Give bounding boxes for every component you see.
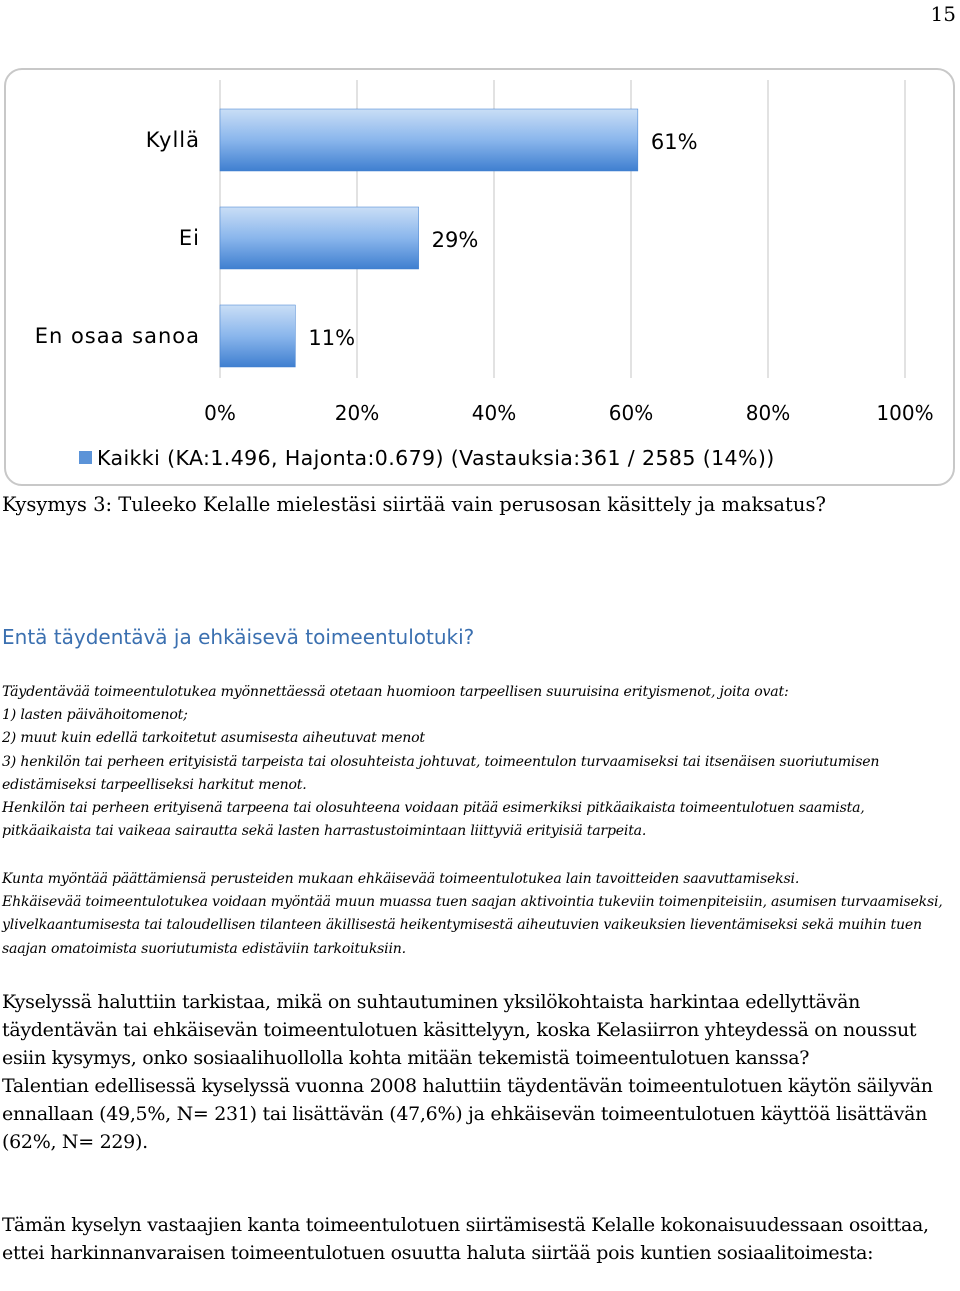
- page-number: 15: [930, 2, 956, 26]
- definition-block: [2, 681, 956, 843]
- survey-paragraph-2: Talentian edellisessä kyselyssä vuonna 2008 haluttiin täydentävän toimeentulotuen käytön säilyvän ennallaan (49,5%, N= 231) tai lisättävän (47,6%) ja ehkäisevän toimeentulotuen käyttöä lisättävän (62%, N= 229).: [2, 1075, 933, 1153]
- x-tick-label: 80%: [745, 401, 791, 425]
- data-label: 61%: [650, 130, 698, 154]
- definition-extra: Henkilön tai perheen erityisenä tarpeena tai olosuhteena voidaan pitää esimerkiksi pitkäaikaista toimeentulotuen saamista, pitkäaikaista tai vaikeaa sairautta sekä lasten harrastustoimintaan liittyviä erityisiä tarpeita.: [2, 800, 865, 840]
- data-label: 29%: [431, 228, 479, 252]
- survey-paragraph-1: Kyselyssä haluttiin tarkistaa, mikä on suhtautuminen yksilökohtaista harkintaa edellyttävän täydentävän tai ehkäisevän toimeentulotuen käsittelyyn, koska Kelasiirron yhteydessä on noussut esiin kysymys, onko sosiaalihuollolla kohta mitään tekemistä toimeentulotuen kanssa?: [2, 991, 917, 1069]
- definition-item-1: 1) lasten päivähoitomenot;: [2, 707, 188, 724]
- chart-frame: [4, 68, 955, 486]
- bar: [220, 109, 638, 171]
- x-tick-label: 100%: [876, 401, 934, 425]
- bar: [220, 207, 419, 269]
- preventive-line-1: Kunta myöntää päättämiensä perusteiden mukaan ehkäisevää toimeentulotukea lain tavoitteiden saavuttamiseksi.: [2, 871, 800, 887]
- closing-block: [2, 1211, 956, 1267]
- preventive-line-2: Ehkäisevää toimeentulotukea voidaan myöntää muun muassa tuen saajan aktivointia tukeviin toimenpiteisiin, asumisen turvaamiseksi, ylivelkaantumisesta tai taloudellisen tilanteen äkillisestä heikentymisestä aiheutuvien vaikeuksien lieventämiseksi sekä muihin tuen saajan omatoimista suoriutumista edistäviin tarkoituksiin.: [2, 894, 943, 957]
- section-heading: Entä täydentävä ja ehkäisevä toimeentulotuki?: [2, 625, 475, 649]
- x-tick-label: 20%: [334, 401, 380, 425]
- category-label: En osaa sanoa: [34, 324, 200, 348]
- x-tick-label: 60%: [608, 401, 654, 425]
- preventive-block: [2, 868, 956, 961]
- question-text: Kysymys 3: Tuleeko Kelalle mielestäsi siirtää vain perusosan käsittely ja maksatus?: [2, 493, 826, 516]
- definition-item-2: 2) muut kuin edellä tarkoitetut asumisesta aiheutuvat menot: [2, 730, 425, 747]
- data-label: 11%: [308, 326, 356, 350]
- survey-block: [2, 988, 956, 1156]
- legend-swatch: [79, 451, 92, 464]
- bar: [220, 305, 295, 367]
- definition-item-3: 3) henkilön tai perheen erityisistä tarpeista tai olosuhteista johtuvat, toimeentulon turvaamiseksi tai itsenäisen suoriutumisen edistämiseksi tarpeelliseksi harkitut menot.: [2, 753, 880, 793]
- definition-intro: Täydentävää toimeentulotukea myönnettäessä otetaan huomioon tarpeellisen suuruisina erityismenot, joita ovat:: [2, 684, 789, 700]
- closing-paragraph: Tämän kyselyn vastaajien kanta toimeentulotuen siirtämisestä Kelalle kokonaisuudessaan osoittaa, ettei harkinnanvaraisen toimeentulotuen osuutta haluta siirtää pois kuntien sosiaalitoimesta:: [2, 1214, 929, 1264]
- bar-chart: [6, 70, 953, 484]
- legend-label: Kaikki (KA:1.496, Hajonta:0.679) (Vastauksia:361 / 2585 (14%)): [97, 446, 775, 470]
- category-label: Ei: [178, 226, 200, 250]
- x-tick-label: 0%: [204, 401, 236, 425]
- x-tick-label: 40%: [471, 401, 517, 425]
- category-label: Kyllä: [145, 128, 200, 152]
